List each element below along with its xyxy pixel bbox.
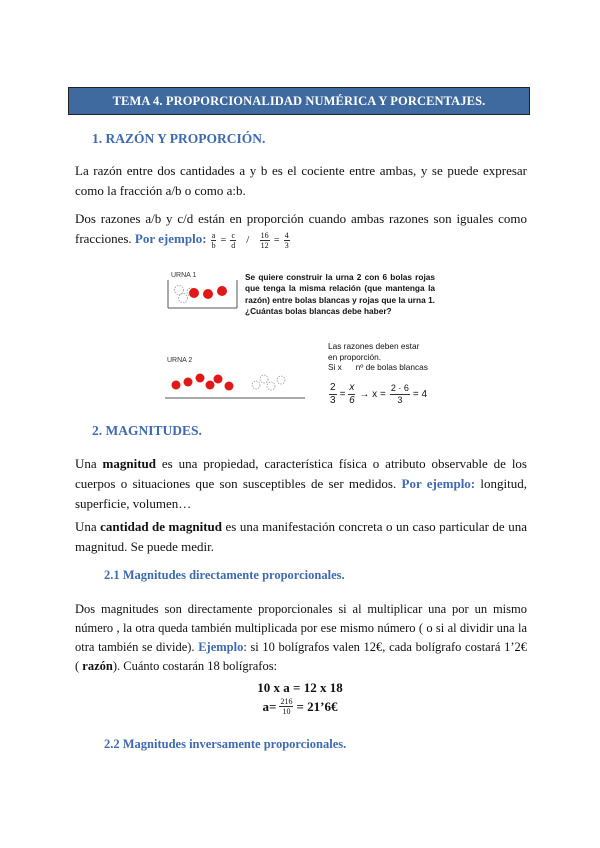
red-ball — [206, 381, 215, 390]
section-2-heading: 2. MAGNITUDES. — [92, 423, 202, 438]
urna-2-label: URNA 2 — [167, 357, 193, 364]
subsection-2-2-heading: 2.2 Magnitudes inversamente proporcionales. — [104, 737, 347, 751]
fraction-4-3: $\frac{4}{3}$ — [284, 230, 289, 250]
white-ball — [277, 376, 285, 384]
urna-1-label: URNA 1 — [171, 272, 197, 279]
section-2-paragraph-1: Una magnitud es una propiedad, característica física o atributo observable de los cuerpos o situaciones que son susceptibles de ser medidos. Por ejemplo: longitud, superficie, volumen… — [75, 456, 527, 511]
red-ball — [189, 288, 199, 298]
red-ball — [172, 381, 181, 390]
subsection-2-1-paragraph: Dos magnitudes son directamente proporcionales si al multiplicar una por un mismo número , la otra queda también multiplicada por ese mismo número ( o si al dividir una la otra también se divide). Ejemplo: si 10 bolígrafos valen 12€, cada bolígrafo costará 1’2€ ( razón). Cuánto costarán 18 bolígrafos: — [75, 602, 527, 673]
red-ball — [225, 382, 234, 391]
white-ball — [267, 382, 275, 390]
subsection-2-1-heading: 2.1 Magnitudes directamente proporcionales. — [104, 568, 345, 582]
proportion-equation: $\frac{2}{3}$ = $\frac{x}{6}$ → x = $\frac{2 \cdot 6}{3}$ = 4 — [330, 381, 428, 406]
section-1-paragraph-2: Dos razones a/b y c/d están en proporción cuando ambas razones son iguales como fracciones. Por ejemplo: $\frac{a}{b}$ = $\frac{c}{d}$ / $\frac{16}{12}$ = $\frac{4}{3}$ — [75, 211, 527, 250]
section-1-heading: 1. RAZÓN Y PROPORCIÓN. — [92, 131, 266, 146]
red-ball — [214, 375, 223, 384]
urn-figure — [165, 268, 435, 418]
section-2-paragraph-2: Una cantidad de magnitud es una manifestación concreta o un caso particular de una magnitud. Se puede medir. — [75, 519, 527, 554]
equation-1: 10 x a = 12 x 18 — [257, 680, 343, 695]
white-ball — [252, 381, 260, 389]
proportion-note: Las razones deben estar en proporción. Si x nº de bolas blancas — [328, 341, 428, 372]
red-ball — [203, 289, 213, 299]
example-label: Por ejemplo: — [134, 231, 207, 246]
red-ball — [196, 374, 205, 383]
fraction-c-d: $\frac{c}{d}$ — [231, 230, 236, 250]
section-1-paragraph-1: La razón entre dos cantidades a y b es el cociente entre ambas, y se puede expresar como la fracción a/b o como a:b. — [75, 163, 527, 198]
fraction-16-12: $\frac{16}{12}$ — [260, 230, 269, 250]
red-ball — [184, 378, 193, 387]
equation-2: a= $\frac{216}{10}$ = 21’6€ — [262, 697, 338, 716]
white-ball — [175, 286, 184, 295]
white-ball — [260, 375, 268, 383]
fraction-a-b: $\frac{a}{b}$ — [211, 230, 216, 250]
red-ball — [217, 286, 227, 296]
page-title: TEMA 4. PROPORCIONALIDAD NUMÉRICA Y PORCENTAJES. — [68, 87, 530, 115]
urn-question: Se quiere construir la urna 2 con 6 bolas rojas que tenga la misma relación (que mantenga la razón) entre bolas blancas y rojas que la urna 1. ¿Cuántas bolas blancas debe haber? — [245, 272, 435, 317]
white-ball — [179, 294, 188, 303]
